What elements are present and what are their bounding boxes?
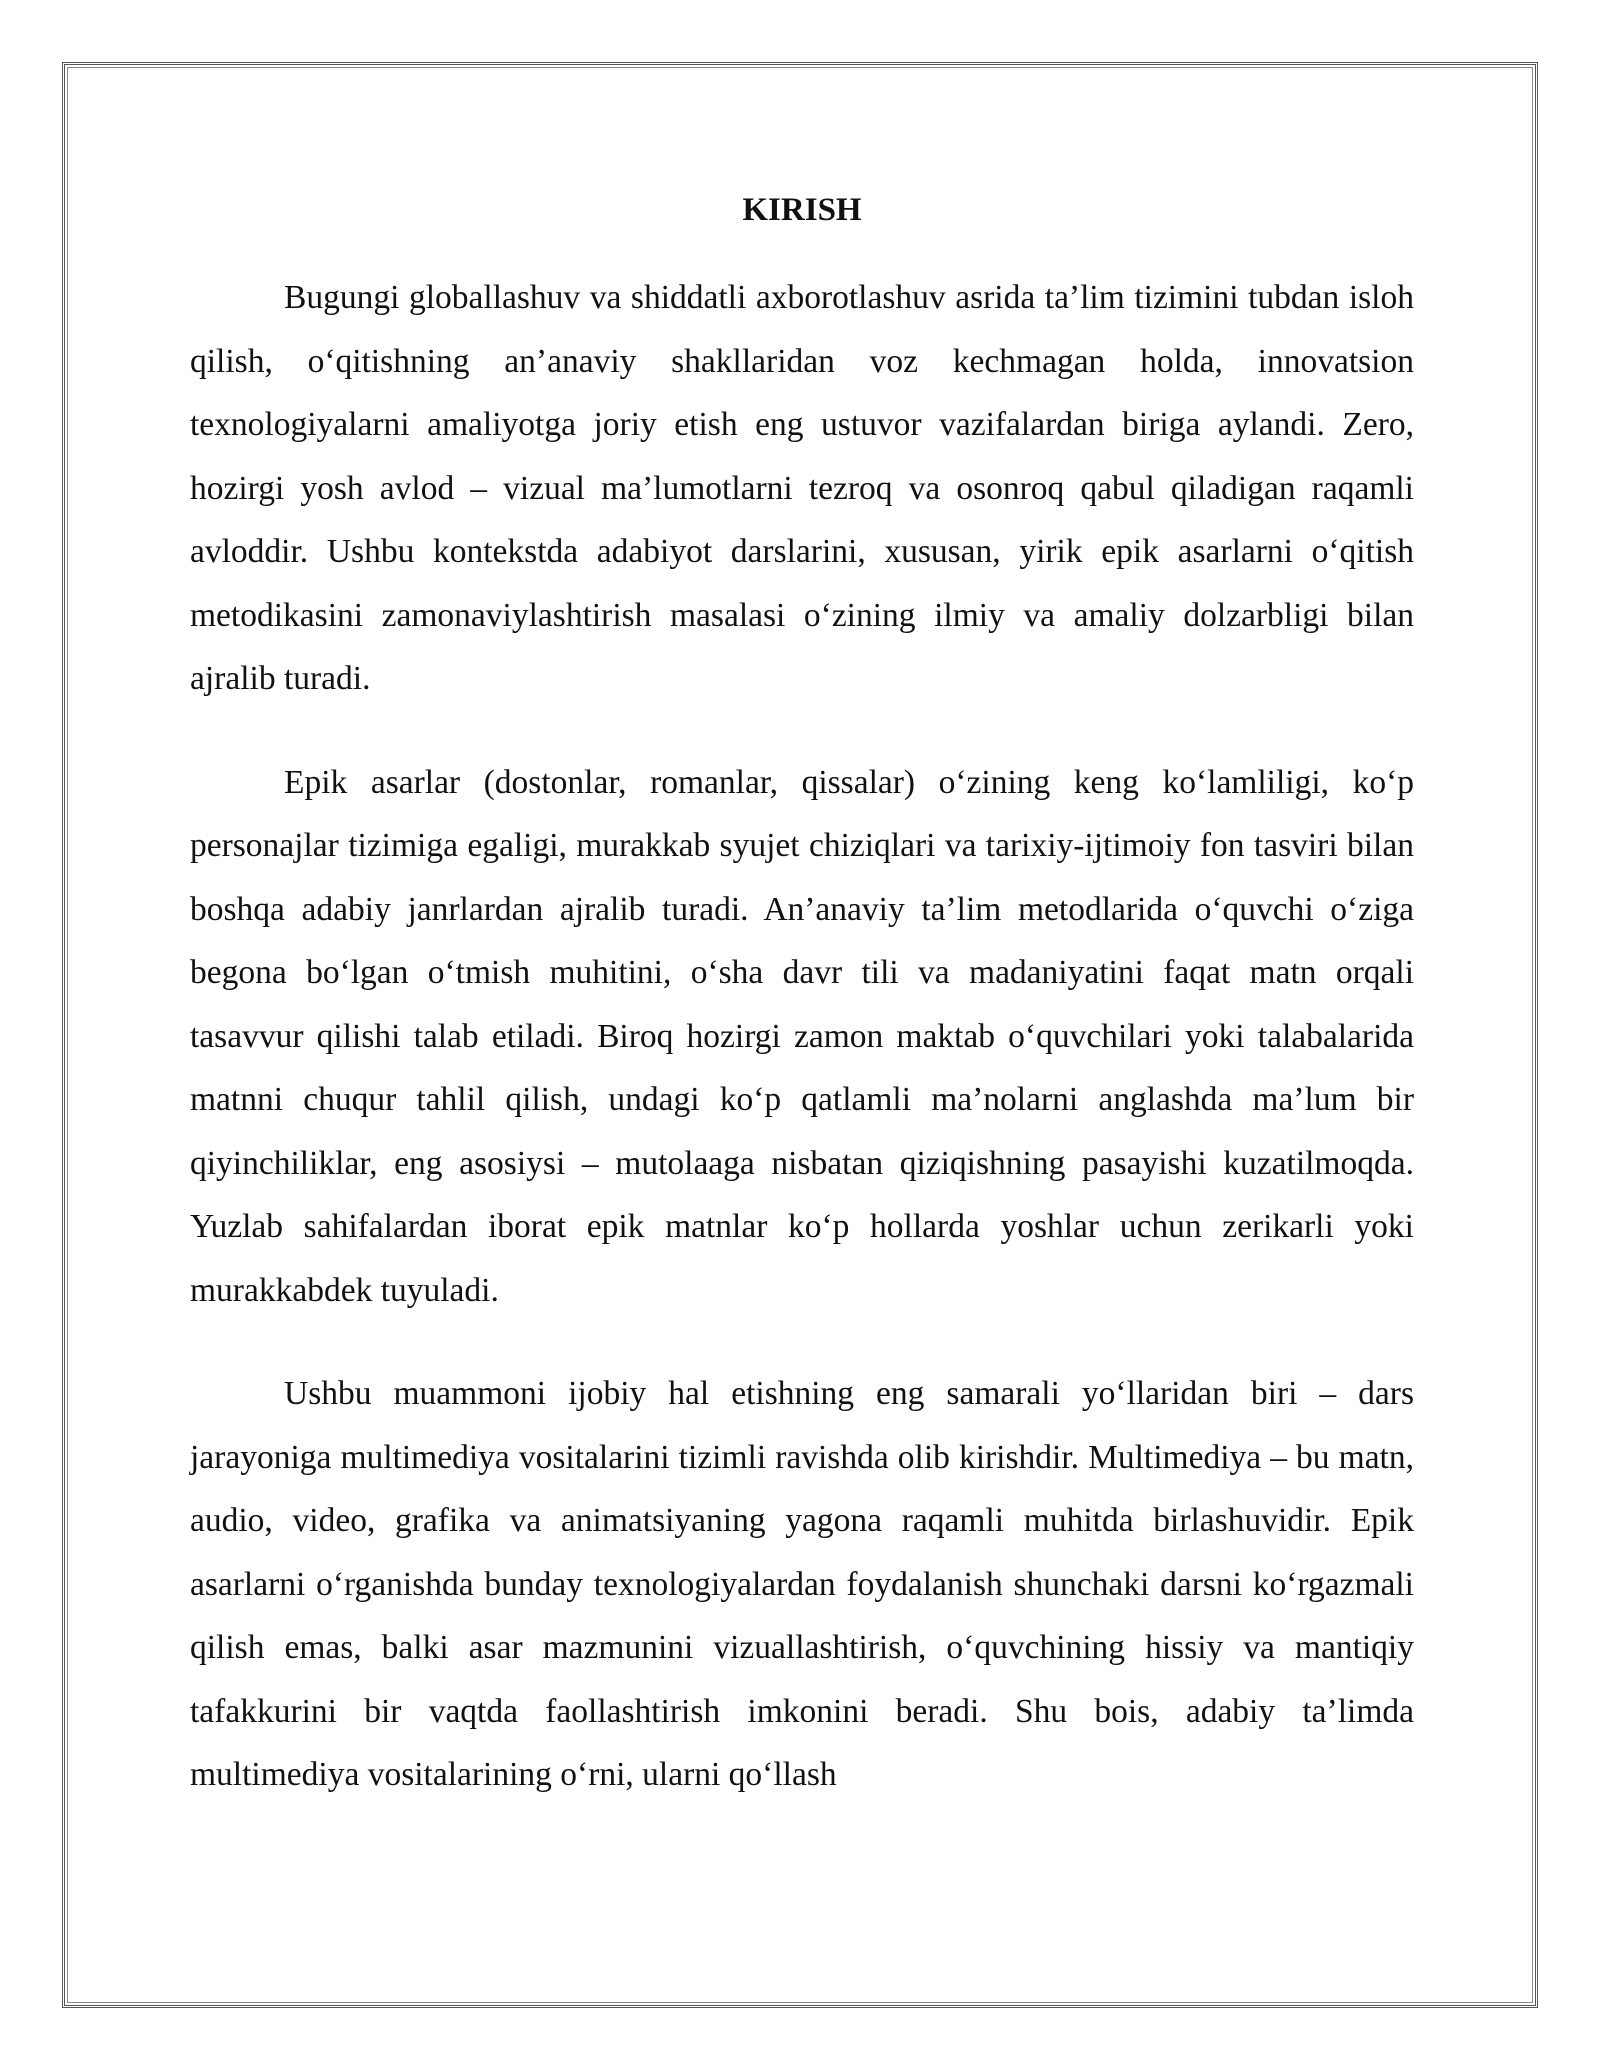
document-title: KIRISH (742, 192, 862, 228)
paragraph-2: Epik asarlar (dostonlar, romanlar, qissalar) o‘zining keng ko‘lamliligi, ko‘p personajlar tizimiga egaligi, murakkab syujet chiziqlari va tarixiy-ijtimoiy fon tasviri bilan boshqa adabiy janrlardan ajralib turadi. An’anaviy ta’lim metodlarida o‘quvchi o‘ziga begona bo‘lgan o‘tmish muhitini, o‘sha davr tili va madaniyatini faqat matn orqali tasavvur qilishi talab etiladi. Biroq hozirgi zamon maktab o‘quvchilari yoki talabalarida matnni chuqur tahlil qilish, undagi ko‘p qatlamli ma’nolarni anglashda ma’lum bir qiyinchiliklar, eng asosiysi – mutolaaga nisbatan qiziqishning pasayishi kuzatilmoqda. Yuzlab sahifalardan iborat epik matnlar ko‘p hollarda yoshlar uchun zerikarli yoki murakkabdek tuyuladi. (190, 763, 1414, 1309)
paragraph-3: Ushbu muammoni ijobiy hal etishning eng samarali yo‘llaridan biri – dars jarayoniga multimediya vositalarini tizimli ravishda olib kirishdir. Multimediya – bu matn, audio, video, grafika va animatsiyaning yagona raqamli muhitda birlashuvidir. Epik asarlarni o‘rganishda bunday texnologiyalardan foydalanish shunchaki darsni ko‘rgazmali qilish emas, balki asar mazmunini vizuallashtirish, o‘quvchining hissiy va mantiqiy tafakkurini bir vaqtda faollashtirish imkonini beradi. Shu bois, adabiy ta’limda multimediya vositalarining o‘rni, ularni qo‘llash (190, 1375, 1414, 1793)
paragraph-1: Bugungi globallashuv va shiddatli axborotlashuv asrida ta’lim tizimini tubdan isloh qilish, o‘qitishning an’anaviy shakllaridan voz kechmagan holda, innovatsion texnologiyalarni amaliyotga joriy etish eng ustuvor vazifalardan biriga aylandi. Zero, hozirgi yosh avlod – vizual ma’lumotlarni tezroq va osonroq qabul qiladigan raqamli avloddir. Ushbu kontekstda adabiyot darslarini, xususan, yirik epik asarlarni o‘qitish metodikasini zamonaviylashtirish masalasi o‘zining ilmiy va amaliy dolzarbligi bilan ajralib turadi. (190, 279, 1414, 697)
document-body (190, 182, 1414, 1847)
